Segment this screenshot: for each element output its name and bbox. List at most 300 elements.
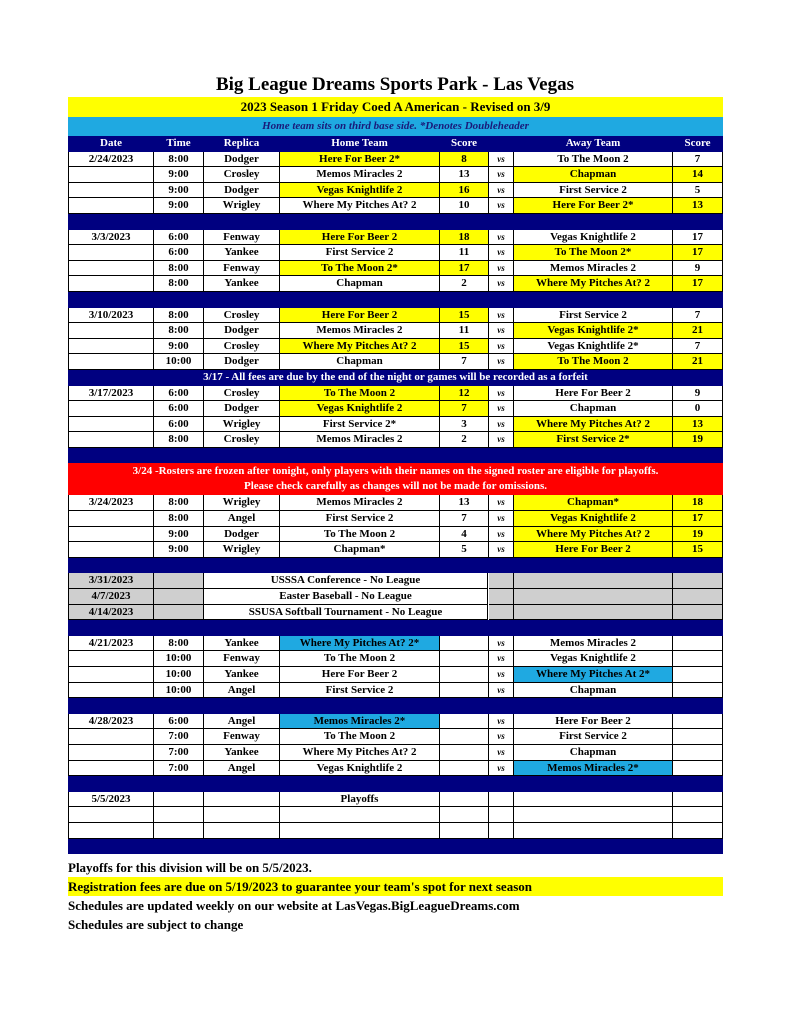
- cell-away-score: [673, 683, 723, 699]
- cell-vs: [489, 807, 514, 823]
- cell-time: 9:00: [154, 198, 204, 214]
- no-league-label: Easter Baseball - No League: [204, 589, 488, 605]
- no-league-time-cell: [154, 589, 204, 605]
- cell-date: [68, 183, 154, 199]
- cell-away-team: Vegas Knightlife 2: [514, 230, 673, 246]
- cell-away-team: To The Moon 2: [514, 152, 673, 168]
- note-banner: [68, 117, 723, 136]
- header-home-team: Home Team: [280, 136, 440, 152]
- cell-away-team: Vegas Knightlife 2*: [514, 339, 673, 355]
- cell-away-team: [514, 823, 673, 839]
- schedule-table: [68, 97, 723, 854]
- cell-away-score: 13: [673, 198, 723, 214]
- cell-time: 6:00: [154, 401, 204, 417]
- cell-vs: vs: [489, 667, 514, 683]
- cell-home-score: 2: [440, 432, 489, 448]
- cell-home-score: 7: [440, 354, 489, 370]
- week-separator: [68, 698, 723, 714]
- cell-time: 10:00: [154, 354, 204, 370]
- cell-home-score: 18: [440, 230, 489, 246]
- cell-time: 9:00: [154, 527, 204, 543]
- cell-replica: Angel: [204, 761, 280, 777]
- cell-date: [68, 527, 154, 543]
- cell-time: 7:00: [154, 729, 204, 745]
- cell-home-team: To The Moon 2: [280, 729, 440, 745]
- cell-date: 3/17/2023: [68, 386, 154, 402]
- header-time: Time: [154, 136, 204, 152]
- cell-replica: Crosley: [204, 386, 280, 402]
- cell-date: [68, 761, 154, 777]
- cell-home-score: 5: [440, 542, 489, 558]
- cell-home-team: Where My Pitches At? 2: [280, 339, 440, 355]
- cell-date: [68, 354, 154, 370]
- cell-date: [68, 651, 154, 667]
- cell-away-team: Where My Pitches At 2*: [514, 667, 673, 683]
- cell-home-score: [440, 807, 489, 823]
- cell-date: [68, 245, 154, 261]
- cell-date: [68, 339, 154, 355]
- cell-home-score: 13: [440, 167, 489, 183]
- cell-away-score: 21: [673, 354, 723, 370]
- cell-vs: vs: [489, 651, 514, 667]
- game-row: [68, 714, 723, 730]
- cell-date: [68, 511, 154, 527]
- cell-away-team: Chapman: [514, 683, 673, 699]
- cell-home-team: To The Moon 2: [280, 386, 440, 402]
- roster-notice-line-2: Please check carefully as changes will not be made for omissions.: [244, 480, 547, 493]
- cell-replica: Yankee: [204, 667, 280, 683]
- cell-away-team: First Service 2: [514, 183, 673, 199]
- cell-vs: vs: [489, 729, 514, 745]
- cell-date: 4/28/2023: [68, 714, 154, 730]
- cell-date: 5/5/2023: [68, 792, 154, 808]
- game-row: [68, 230, 723, 246]
- header-vs: [489, 136, 514, 152]
- cell-vs: vs: [489, 417, 514, 433]
- cell-time: 9:00: [154, 542, 204, 558]
- cell-replica: Fenway: [204, 651, 280, 667]
- no-league-row: [68, 573, 723, 589]
- game-row: [68, 636, 723, 652]
- cell-vs: vs: [489, 542, 514, 558]
- header-home-score: Score: [440, 136, 489, 152]
- cell-vs: vs: [489, 354, 514, 370]
- cell-date: [68, 542, 154, 558]
- cell-away-team: Chapman: [514, 401, 673, 417]
- cell-away-team: Where My Pitches At? 2: [514, 417, 673, 433]
- cell-away-score: [673, 823, 723, 839]
- cell-vs: vs: [489, 761, 514, 777]
- header-replica: Replica: [204, 136, 280, 152]
- no-league-date: 4/7/2023: [68, 589, 154, 605]
- no-league-score-cell: [673, 589, 723, 605]
- game-row: [68, 495, 723, 511]
- cell-time: [154, 807, 204, 823]
- no-league-date: 3/31/2023: [68, 573, 154, 589]
- cell-home-team: Playoffs: [280, 792, 440, 808]
- cell-date: [68, 745, 154, 761]
- cell-home-team: To The Moon 2: [280, 651, 440, 667]
- game-row: [68, 823, 723, 839]
- cell-away-score: 13: [673, 417, 723, 433]
- cell-away-score: 19: [673, 432, 723, 448]
- cell-home-score: [440, 714, 489, 730]
- cell-away-team: Here For Beer 2: [514, 386, 673, 402]
- cell-away-score: 18: [673, 495, 723, 511]
- cell-date: [68, 807, 154, 823]
- cell-vs: vs: [489, 683, 514, 699]
- cell-home-team: Memos Miracles 2: [280, 167, 440, 183]
- no-league-score-cell: [673, 605, 723, 621]
- cell-away-score: 15: [673, 542, 723, 558]
- cell-home-score: 7: [440, 511, 489, 527]
- game-row: [68, 807, 723, 823]
- game-row: [68, 729, 723, 745]
- cell-vs: vs: [489, 308, 514, 324]
- cell-home-team: Where My Pitches At? 2*: [280, 636, 440, 652]
- cell-away-team: Memos Miracles 2*: [514, 761, 673, 777]
- no-league-away-cell: [514, 589, 673, 605]
- cell-away-score: [673, 714, 723, 730]
- cell-date: [68, 432, 154, 448]
- no-league-away-cell: [514, 605, 673, 621]
- cell-home-team: First Service 2*: [280, 417, 440, 433]
- cell-home-team: Memos Miracles 2: [280, 323, 440, 339]
- cell-vs: vs: [489, 276, 514, 292]
- cell-home-team: Here For Beer 2: [280, 667, 440, 683]
- cell-date: [68, 276, 154, 292]
- week-separator: [68, 448, 723, 464]
- cell-time: 6:00: [154, 230, 204, 246]
- fees-notice: [68, 370, 723, 386]
- cell-date: 3/24/2023: [68, 495, 154, 511]
- cell-home-team: First Service 2: [280, 683, 440, 699]
- roster-notice-line-1: 3/24 -Rosters are frozen after tonight, only players with their names on the signed roster are eligible for playoffs.: [132, 465, 659, 478]
- game-row: [68, 167, 723, 183]
- cell-vs: vs: [489, 527, 514, 543]
- no-league-time-cell: [154, 605, 204, 621]
- game-row: [68, 511, 723, 527]
- game-row: [68, 745, 723, 761]
- game-row: [68, 386, 723, 402]
- cell-home-team: To The Moon 2: [280, 527, 440, 543]
- cell-date: 3/3/2023: [68, 230, 154, 246]
- cell-away-team: First Service 2: [514, 729, 673, 745]
- cell-vs: [489, 823, 514, 839]
- cell-vs: vs: [489, 745, 514, 761]
- cell-replica: Fenway: [204, 261, 280, 277]
- game-row: [68, 354, 723, 370]
- cell-date: [68, 198, 154, 214]
- cell-away-team: Chapman*: [514, 495, 673, 511]
- cell-away-score: [673, 636, 723, 652]
- cell-home-team: Where My Pitches At? 2: [280, 198, 440, 214]
- cell-home-score: 13: [440, 495, 489, 511]
- cell-vs: vs: [489, 511, 514, 527]
- cell-time: 8:00: [154, 495, 204, 511]
- cell-home-score: [440, 761, 489, 777]
- no-league-vs-cell: [489, 573, 514, 589]
- game-row: [68, 245, 723, 261]
- subtitle-text: 2023 Season 1 Friday Coed A American - Revised on 3/9: [240, 99, 551, 114]
- cell-time: 6:00: [154, 417, 204, 433]
- cell-replica: Dodger: [204, 354, 280, 370]
- no-league-time-cell: [154, 573, 204, 589]
- footer-change-note: Schedules are subject to change: [68, 917, 244, 932]
- cell-home-team: Chapman: [280, 276, 440, 292]
- cell-away-team: Vegas Knightlife 2*: [514, 323, 673, 339]
- no-league-label: SSUSA Softball Tournament - No League: [204, 605, 488, 621]
- cell-home-team: Where My Pitches At? 2: [280, 745, 440, 761]
- cell-replica: Dodger: [204, 323, 280, 339]
- no-league-row: [68, 589, 723, 605]
- cell-away-score: 17: [673, 230, 723, 246]
- cell-away-team: [514, 792, 673, 808]
- cell-away-score: 7: [673, 339, 723, 355]
- cell-away-score: [673, 745, 723, 761]
- cell-time: 8:00: [154, 261, 204, 277]
- cell-away-score: [673, 651, 723, 667]
- cell-away-score: 7: [673, 152, 723, 168]
- cell-vs: [489, 792, 514, 808]
- game-row: [68, 432, 723, 448]
- cell-home-team: [280, 807, 440, 823]
- cell-home-team: Memos Miracles 2*: [280, 714, 440, 730]
- cell-home-score: 17: [440, 261, 489, 277]
- cell-replica: Fenway: [204, 230, 280, 246]
- cell-home-team: Here For Beer 2: [280, 308, 440, 324]
- footer-playoffs-note: Playoffs for this division will be on 5/5/2023.: [68, 860, 312, 875]
- week-separator: [68, 214, 723, 230]
- game-row: [68, 683, 723, 699]
- week-separator: [68, 620, 723, 636]
- cell-home-score: 15: [440, 308, 489, 324]
- fees-notice-text: 3/17 - All fees are due by the end of the night or games will be recorded as a forfeit: [203, 370, 588, 383]
- header-date: Date: [68, 136, 154, 152]
- page-title: Big League Dreams Sports Park - Las Vegas: [215, 74, 575, 95]
- no-league-label: USSSA Conference - No League: [204, 573, 488, 589]
- cell-away-score: [673, 729, 723, 745]
- cell-away-score: [673, 807, 723, 823]
- cell-replica: Yankee: [204, 276, 280, 292]
- cell-home-score: [440, 651, 489, 667]
- cell-away-team: Chapman: [514, 167, 673, 183]
- cell-time: [154, 792, 204, 808]
- cell-away-score: 9: [673, 261, 723, 277]
- cell-vs: vs: [489, 230, 514, 246]
- cell-time: 8:00: [154, 323, 204, 339]
- roster-notice-text: [68, 463, 723, 494]
- cell-date: [68, 417, 154, 433]
- cell-vs: vs: [489, 198, 514, 214]
- cell-home-score: 11: [440, 245, 489, 261]
- cell-date: 4/21/2023: [68, 636, 154, 652]
- game-row: [68, 651, 723, 667]
- table-header: [68, 136, 723, 152]
- cell-replica: [204, 792, 280, 808]
- cell-date: [68, 323, 154, 339]
- cell-away-score: 17: [673, 276, 723, 292]
- cell-replica: Wrigley: [204, 198, 280, 214]
- cell-home-team: Memos Miracles 2: [280, 432, 440, 448]
- cell-replica: Dodger: [204, 401, 280, 417]
- cell-date: [68, 729, 154, 745]
- cell-home-team: First Service 2: [280, 511, 440, 527]
- footer-registration-note: Registration fees are due on 5/19/2023 to guarantee your team's spot for next season: [68, 877, 723, 896]
- cell-date: 2/24/2023: [68, 152, 154, 168]
- cell-replica: Crosley: [204, 432, 280, 448]
- cell-replica: Crosley: [204, 339, 280, 355]
- cell-home-team: Here For Beer 2: [280, 230, 440, 246]
- no-league-row: [68, 605, 723, 621]
- cell-home-team: Memos Miracles 2: [280, 495, 440, 511]
- cell-replica: Dodger: [204, 527, 280, 543]
- cell-away-score: [673, 667, 723, 683]
- header-away-team: Away Team: [514, 136, 673, 152]
- cell-vs: vs: [489, 167, 514, 183]
- note-text: Home team sits on third base side. *Denotes Doubleheader: [262, 120, 529, 132]
- game-row: [68, 542, 723, 558]
- cell-away-score: 17: [673, 245, 723, 261]
- cell-vs: vs: [489, 432, 514, 448]
- cell-vs: vs: [489, 245, 514, 261]
- cell-date: [68, 167, 154, 183]
- week-separator: [68, 776, 723, 792]
- cell-away-team: First Service 2: [514, 308, 673, 324]
- cell-vs: vs: [489, 714, 514, 730]
- cell-time: 6:00: [154, 386, 204, 402]
- cell-time: 9:00: [154, 339, 204, 355]
- cell-away-score: 19: [673, 527, 723, 543]
- cell-time: 10:00: [154, 651, 204, 667]
- cell-home-score: 8: [440, 152, 489, 168]
- cell-away-team: Vegas Knightlife 2: [514, 651, 673, 667]
- game-row: [68, 527, 723, 543]
- cell-home-score: [440, 683, 489, 699]
- no-league-away-cell: [514, 573, 673, 589]
- cell-replica: Dodger: [204, 183, 280, 199]
- footer-notes: [68, 858, 723, 934]
- cell-home-score: [440, 823, 489, 839]
- cell-time: 8:00: [154, 152, 204, 168]
- cell-vs: vs: [489, 386, 514, 402]
- cell-home-score: [440, 729, 489, 745]
- cell-replica: Fenway: [204, 729, 280, 745]
- cell-replica: [204, 823, 280, 839]
- cell-home-team: Chapman: [280, 354, 440, 370]
- cell-vs: vs: [489, 323, 514, 339]
- cell-away-team: Here For Beer 2: [514, 542, 673, 558]
- cell-home-score: 16: [440, 183, 489, 199]
- cell-away-team: Memos Miracles 2: [514, 636, 673, 652]
- cell-date: [68, 667, 154, 683]
- game-row: [68, 761, 723, 777]
- cell-time: 10:00: [154, 683, 204, 699]
- cell-away-score: 5: [673, 183, 723, 199]
- cell-home-team: Vegas Knightlife 2: [280, 401, 440, 417]
- cell-away-score: [673, 761, 723, 777]
- cell-away-team: Where My Pitches At? 2: [514, 276, 673, 292]
- cell-home-score: [440, 667, 489, 683]
- cell-replica: Dodger: [204, 152, 280, 168]
- cell-vs: vs: [489, 495, 514, 511]
- cell-replica: Yankee: [204, 745, 280, 761]
- cell-away-score: 9: [673, 386, 723, 402]
- cell-time: 8:00: [154, 636, 204, 652]
- header-away-score: Score: [673, 136, 723, 152]
- cell-time: 8:00: [154, 511, 204, 527]
- cell-replica: Crosley: [204, 308, 280, 324]
- cell-home-score: [440, 636, 489, 652]
- cell-away-team: Chapman: [514, 745, 673, 761]
- game-row: [68, 792, 723, 808]
- cell-date: [68, 683, 154, 699]
- cell-time: 9:00: [154, 167, 204, 183]
- cell-replica: Crosley: [204, 167, 280, 183]
- cell-home-team: Here For Beer 2*: [280, 152, 440, 168]
- cell-date: 3/10/2023: [68, 308, 154, 324]
- cell-date: [68, 823, 154, 839]
- week-separator: [68, 839, 723, 855]
- cell-home-team: To The Moon 2*: [280, 261, 440, 277]
- cell-vs: vs: [489, 401, 514, 417]
- cell-home-team: Chapman*: [280, 542, 440, 558]
- cell-away-team: Vegas Knightlife 2: [514, 511, 673, 527]
- cell-home-score: 12: [440, 386, 489, 402]
- cell-time: [154, 823, 204, 839]
- cell-time: 10:00: [154, 667, 204, 683]
- cell-replica: Wrigley: [204, 542, 280, 558]
- cell-home-team: [280, 823, 440, 839]
- cell-time: 6:00: [154, 714, 204, 730]
- cell-time: 6:00: [154, 245, 204, 261]
- cell-away-score: 21: [673, 323, 723, 339]
- cell-away-score: 14: [673, 167, 723, 183]
- cell-home-team: Vegas Knightlife 2: [280, 183, 440, 199]
- cell-away-team: To The Moon 2*: [514, 245, 673, 261]
- game-row: [68, 276, 723, 292]
- cell-vs: vs: [489, 152, 514, 168]
- footer-website-note: Schedules are updated weekly on our website at LasVegas.BigLeagueDreams.com: [68, 898, 520, 913]
- cell-time: 8:00: [154, 308, 204, 324]
- cell-replica: Wrigley: [204, 417, 280, 433]
- week-separator: [68, 558, 723, 574]
- cell-away-team: Here For Beer 2*: [514, 198, 673, 214]
- game-row: [68, 667, 723, 683]
- game-row: [68, 401, 723, 417]
- cell-away-score: [673, 792, 723, 808]
- no-league-date: 4/14/2023: [68, 605, 154, 621]
- cell-home-score: 3: [440, 417, 489, 433]
- game-row: [68, 417, 723, 433]
- cell-date: [68, 401, 154, 417]
- cell-date: [68, 261, 154, 277]
- cell-vs: vs: [489, 183, 514, 199]
- cell-home-team: Vegas Knightlife 2: [280, 761, 440, 777]
- cell-replica: [204, 807, 280, 823]
- cell-vs: vs: [489, 339, 514, 355]
- cell-replica: Wrigley: [204, 495, 280, 511]
- game-row: [68, 339, 723, 355]
- cell-replica: Yankee: [204, 636, 280, 652]
- cell-vs: vs: [489, 261, 514, 277]
- cell-away-team: First Service 2*: [514, 432, 673, 448]
- cell-home-score: 7: [440, 401, 489, 417]
- no-league-vs-cell: [489, 589, 514, 605]
- cell-replica: Angel: [204, 683, 280, 699]
- cell-away-team: Where My Pitches At? 2: [514, 527, 673, 543]
- cell-away-team: Here For Beer 2: [514, 714, 673, 730]
